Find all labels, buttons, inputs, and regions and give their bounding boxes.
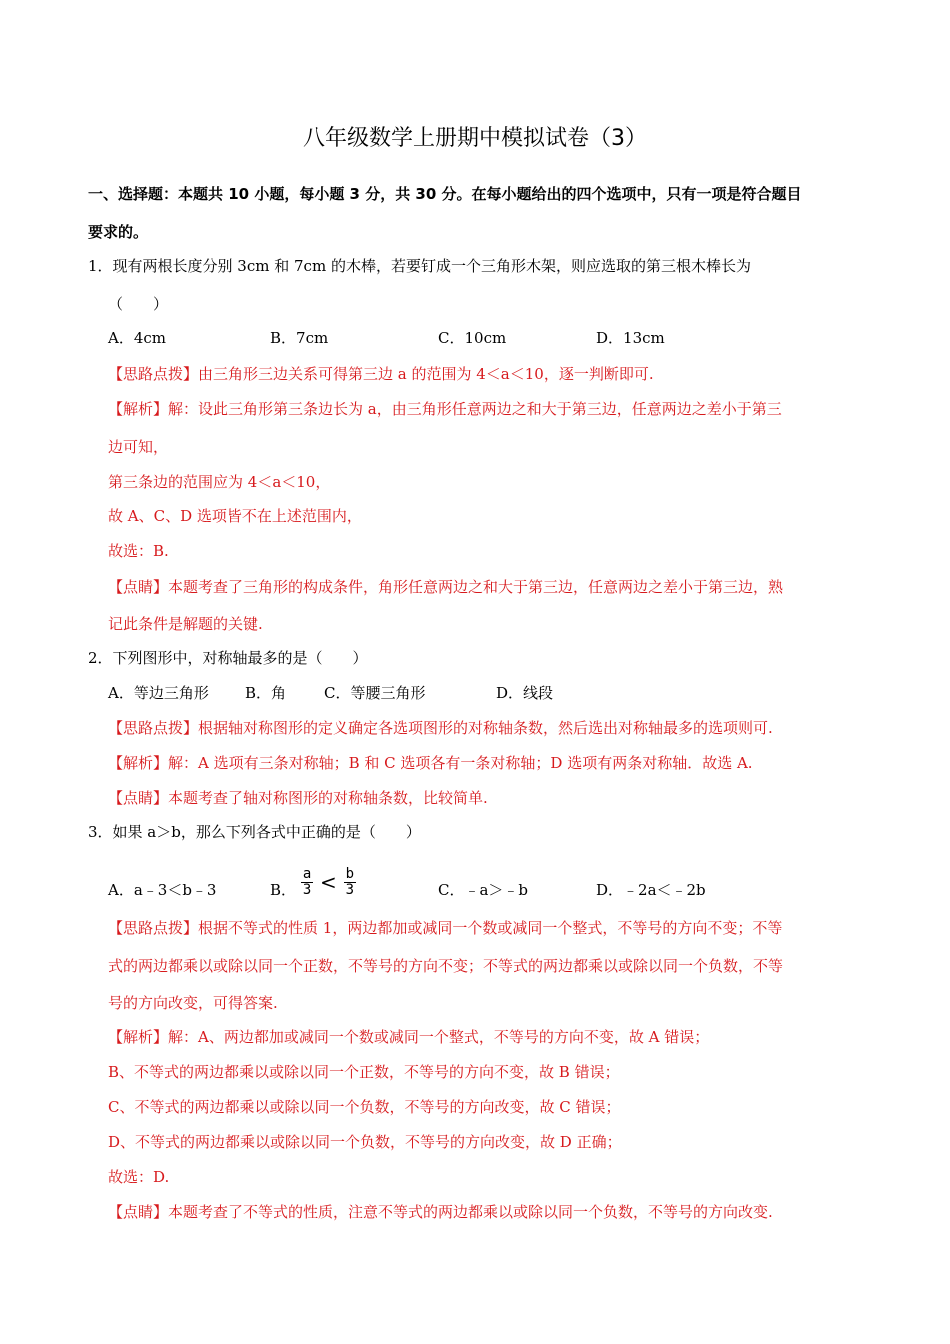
q1-solution-3: 第三条边的范围应为 4＜a＜10， (108, 473, 331, 491)
q2-hint: 【思路点拨】根据轴对称图形的定义确定各选项图形的对称轴条数，然后选出对称轴最多的选项则可. (108, 719, 773, 737)
q3-options (108, 862, 868, 900)
q2-review: 【点睛】本题考查了轴对称图形的对称轴条数，比较简单. (108, 789, 488, 807)
q3-review: 【点睛】本题考查了不等式的性质，注意不等式的两边都乘以或除以同一个负数，不等号的方向改变. (108, 1203, 773, 1221)
q1-review-2: 记此条件是解题的关键. (108, 615, 263, 633)
q1-solution-1: 【解析】解：设此三角形第三条边长为 a，由三角形任意两边之和大于第三边，任意两边之差小于第三 (108, 400, 782, 418)
q3-frac-a-numerator: a (302, 865, 312, 882)
q1-option-c: C．10cm (438, 329, 507, 347)
q3-hint-1: 【思路点拨】根据不等式的性质 1，两边都加或减同一个数或减同一个整式，不等号的方向不变；不等 (108, 919, 783, 937)
q3-option-b-fraction-a (301, 867, 313, 898)
q3-frac-b-numerator: b (345, 865, 355, 882)
q3-option-c: C．﹣a＞﹣b (438, 881, 529, 899)
q1-options (108, 326, 868, 352)
q3-hint-3: 号的方向改变，可得答案. (108, 994, 278, 1012)
q2-option-b: B．角 (245, 684, 287, 702)
q1-solution-2: 边可知， (108, 438, 169, 456)
q3-frac-b-denominator: 3 (345, 881, 355, 898)
q1-hint: 【思路点拨】由三角形三边关系可得第三边 a 的范围为 4＜a＜10，逐一判断即可. (108, 365, 654, 383)
q3-frac-a-denominator: 3 (302, 881, 312, 898)
q3-solution-2: B、不等式的两边都乘以或除以同一个正数，不等号的方向不变，故 B 错误； (108, 1063, 620, 1081)
q3-less-than-sign: < (320, 870, 337, 894)
q2-solution: 【解析】解：A 选项有三条对称轴；B 和 C 选项各有一条对称轴；D 选项有两条对称轴．故选 A. (108, 754, 753, 772)
q1-stem-bracket: （ ） (108, 295, 169, 313)
q3-solution-3: C、不等式的两边都乘以或除以同一个负数，不等号的方向改变，故 C 错误； (108, 1098, 621, 1116)
q3-option-d: D．﹣2a＜﹣2b (596, 881, 706, 899)
q3-solution-4: D、不等式的两边都乘以或除以同一个负数，不等号的方向改变，故 D 正确； (108, 1133, 622, 1151)
q1-option-a: A．4cm (108, 329, 167, 347)
q3-hint-2: 式的两边都乘以或除以同一个正数，不等号的方向不变；不等式的两边都乘以或除以同一个负数，不等 (108, 957, 784, 975)
q2-stem: 2．下列图形中，对称轴最多的是（ ） (88, 649, 368, 667)
q3-solution-1: 【解析】解：A、两边都加或减同一个数或减同一个整式，不等号的方向不变，故 A 错误； (108, 1028, 710, 1046)
q2-option-a: A．等边三角形 (108, 684, 209, 702)
q3-stem: 3．如果 a＞b，那么下列各式中正确的是（ ） (88, 823, 421, 841)
section-header-line-1: 一、选择题：本题共 10 小题，每小题 3 分，共 30 分。在每小题给出的四个选项中，只有一项是符合题目 (88, 185, 802, 203)
q3-option-a: A．a﹣3＜b﹣3 (108, 881, 217, 899)
q3-option-b-fraction-b (344, 867, 356, 898)
section-header-line-2: 要求的。 (88, 223, 149, 241)
q2-option-d: D．线段 (496, 684, 554, 702)
q3-solution-5: 故选：D. (108, 1168, 170, 1186)
q1-review-1: 【点睛】本题考查了三角形的构成条件，角形任意两边之和大于第三边，任意两边之差小于第三边，熟 (108, 578, 784, 596)
q3-option-b-label: B． (270, 881, 297, 899)
q2-options (108, 681, 868, 707)
q1-option-d: D．13cm (596, 329, 665, 347)
page-title: 八年级数学上册期中模拟试卷（3） (303, 126, 647, 151)
q3-option-b (270, 862, 356, 902)
q1-option-b: B．7cm (270, 329, 329, 347)
q2-option-c: C．等腰三角形 (324, 684, 426, 702)
q1-stem: 1．现有两根长度分别 3cm 和 7cm 的木棒，若要钉成一个三角形木架，则应选取的第三根木棒长为 (88, 257, 751, 275)
q1-solution-4: 故 A、C、D 选项皆不在上述范围内， (108, 507, 362, 525)
q1-solution-5: 故选：B. (108, 542, 169, 560)
